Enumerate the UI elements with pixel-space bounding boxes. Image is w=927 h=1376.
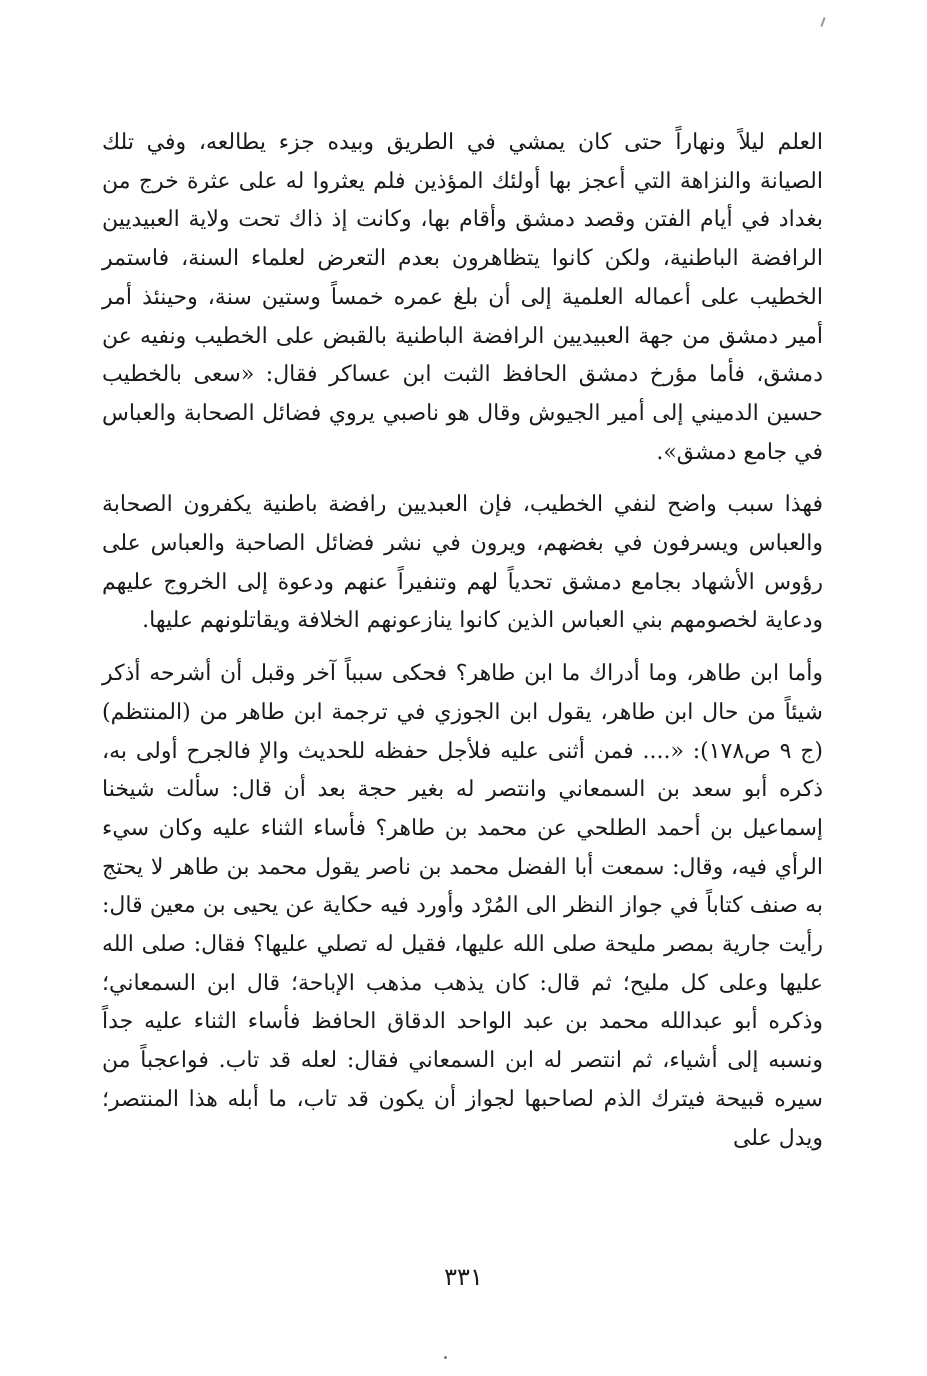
paragraph-2: فهذا سبب واضح لنفي الخطيب، فإن العبديين رافضة باطنية يكفرون الصحابة والعباس ويسرفون في بغضهم، ويرون في نشر فضائل الصاحبة والعباس على رؤوس الأشهاد بجامع دمشق تحدياً لهم وتنفيراً عنهم ودعوة إلى الخروج عليهم ودعاية لخصومهم بني العباس الذين كانوا ينازعونهم الخلافة ويقاتلونهم عليها. (102, 492, 823, 634)
scan-mark (444, 1356, 447, 1359)
paragraph-1: العلم ليلاً ونهاراً حتى كان يمشي في الطريق وبيده جزء يطالعه، وفي تلك الصيانة والنزاهة التي أعجز بها أولئك المؤذين فلم يعثروا له على عثرة خرج من بغداد في أيام الفتن وقصد دمشق وأقام بها، وكانت إذ ذاك تحت ولاية العبيديين الرافضة الباطنية، ولكن كانوا يتظاهرون بعدم التعرض لعلماء السنة، فاستمر الخطيب على أعماله العلمية إلى أن بلغ عمره خمساً وستين سنة، وحينئذ أمر أمير دمشق من جهة العبيديين الرافضة الباطنية بالقبض على الخطيب ونفيه عن دمشق، فأما مؤرخ دمشق الحافظ الثبت ابن عساكر فقال: «سعى بالخطيب حسين الدميني إلى أمير الجيوش وقال هو ناصبي يروي فضائل الصحابة والعباس في جامع دمشق». (102, 130, 823, 465)
body-text (102, 124, 823, 1158)
paragraph-3: وأما ابن طاهر، وما أدراك ما ابن طاهر؟ فحكى سبباً آخر وقبل أن أشرحه أذكر شيئاً من حال ابن طاهر، يقول ابن الجوزي في ترجمة ابن طاهر من (المنتظم) (ج ٩ ص١٧٨): «.... فمن أثنى عليه فلأجل حفظه للحديث والإ فالجرح أولى به، ذكره أبو سعد بن السمعاني وانتصر له بغير حجة بعد أن قال: سألت شيخنا إسماعيل بن أحمد الطلحي عن محمد بن طاهر؟ فأساء الثناء عليه وكان سيء الرأي فيه، وقال: سمعت أبا الفضل محمد بن ناصر يقول محمد بن طاهر لا يحتج به صنف كتاباً في جواز النظر الى المُرْد وأورد فيه حكاية عن يحيى بن معين قال: رأيت جارية بمصر مليحة صلى الله عليها، فقيل له تصلي عليها؟ فقال: صلى الله عليها وعلى كل مليح؛ ثم قال: كان يذهب مذهب الإباحة؛ قال ابن السمعاني؛ وذكره أبو عبدالله محمد بن عبد الواحد الدقاق الحافظ فأساء الثناء عليه جداً ونسبه إلى أشياء، ثم انتصر له ابن السمعاني فقال: لعله قد تاب. فواعجباً من سيره قبيحة فيترك الذم لصاحبها لجواز أن يكون قد تاب، ما أبله هذا المنتصر؛ ويدل على (102, 661, 824, 1151)
page-number: ٣٣١ (444, 1263, 483, 1291)
scan-mark (820, 17, 825, 27)
